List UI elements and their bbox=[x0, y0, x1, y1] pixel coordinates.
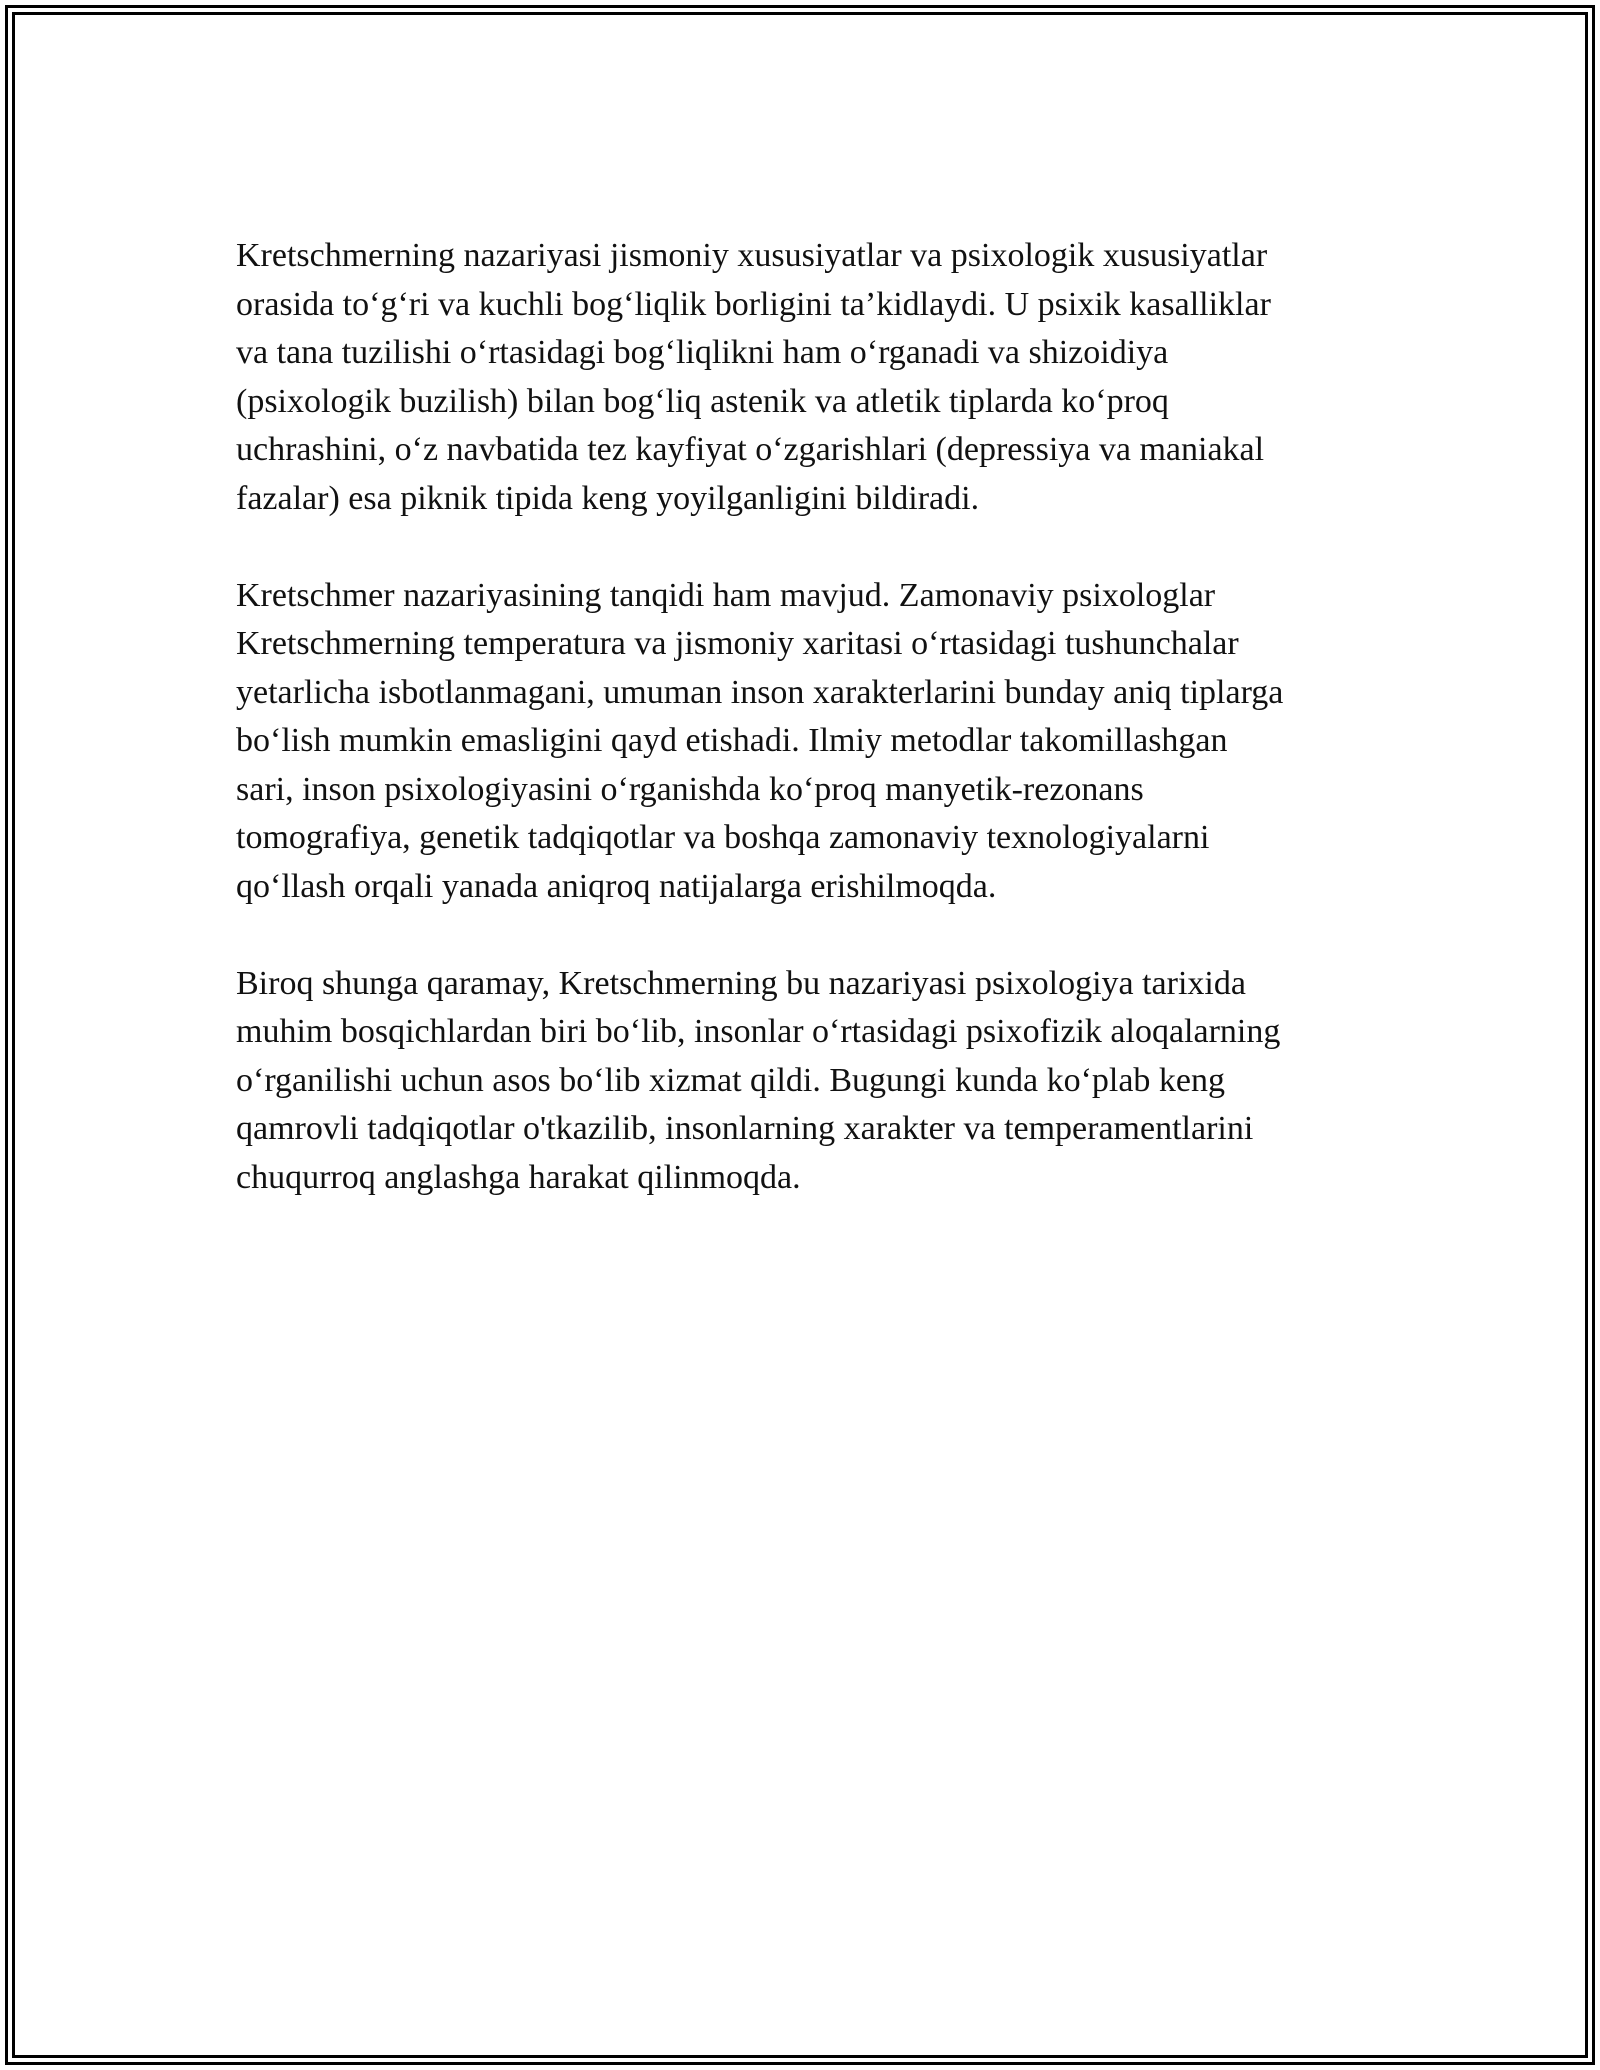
paragraph-3 bbox=[236, 960, 1386, 1203]
text-line: Kretschmerning temperatura va jismoniy xaritasi o‘rtasidagi tushunchalar bbox=[236, 625, 1239, 662]
text-line: (psixologik buzilish) bilan bog‘liq astenik va atletik tiplarda ko‘proq bbox=[236, 382, 1169, 420]
text-line: va tana tuzilishi o‘rtasidagi bog‘liqlikni ham o‘rganadi va shizoidiya bbox=[236, 334, 1169, 371]
document-body bbox=[236, 232, 1386, 1251]
text-line: qamrovli tadqiqotlar o'tkazilib, insonlarning xarakter va temperamentlarini bbox=[236, 1110, 1254, 1147]
text-line: Kretschmer nazariyasining tanqidi ham mavjud. Zamonaviy psixologlar bbox=[236, 576, 1216, 614]
text-line: fazalar) esa piknik tipida keng yoyilganligini bildiradi. bbox=[236, 479, 980, 517]
text-line: chuqurroq anglashga harakat qilinmoqda. bbox=[236, 1158, 801, 1196]
text-line: qo‘llash orqali yanada aniqroq natijalarga erishilmoqda. bbox=[236, 867, 997, 905]
text-line: Kretschmerning nazariyasi jismoniy xususiyatlar va psixologik xususiyatlar bbox=[236, 237, 1268, 274]
text-line: sari, inson psixologiyasini o‘rganishda ko‘proq manyetik-rezonans bbox=[236, 770, 1144, 808]
text-line: Biroq shunga qaramay, Kretschmerning bu nazariyasi psixologiya tarixida bbox=[236, 964, 1246, 1002]
paragraph-2 bbox=[236, 572, 1386, 912]
text-line: muhim bosqichlardan biri bo‘lib, insonlar o‘rtasidagi psixofizik aloqalarning bbox=[236, 1013, 1281, 1050]
text-line: uchrashini, o‘z navbatida tez kayfiyat o‘zgarishlari (depressiya va maniakal bbox=[236, 431, 1265, 468]
text-line: orasida to‘g‘ri va kuchli bog‘liqlik borligini ta’kidlaydi. U psixik kasalliklar bbox=[236, 285, 1271, 323]
text-line: yetarlicha isbotlanmagani, umuman inson xarakterlarini bunday aniq tiplarga bbox=[236, 673, 1284, 711]
paragraph-1 bbox=[236, 232, 1386, 523]
text-line: tomografiya, genetik tadqiqotlar va boshqa zamonaviy texnologiyalarni bbox=[236, 819, 1210, 856]
text-line: bo‘lish mumkin emasligini qayd etishadi. Ilmiy metodlar takomillashgan bbox=[236, 722, 1228, 759]
text-line: o‘rganilishi uchun asos bo‘lib xizmat qildi. Bugungi kunda ko‘plab keng bbox=[236, 1061, 1226, 1099]
